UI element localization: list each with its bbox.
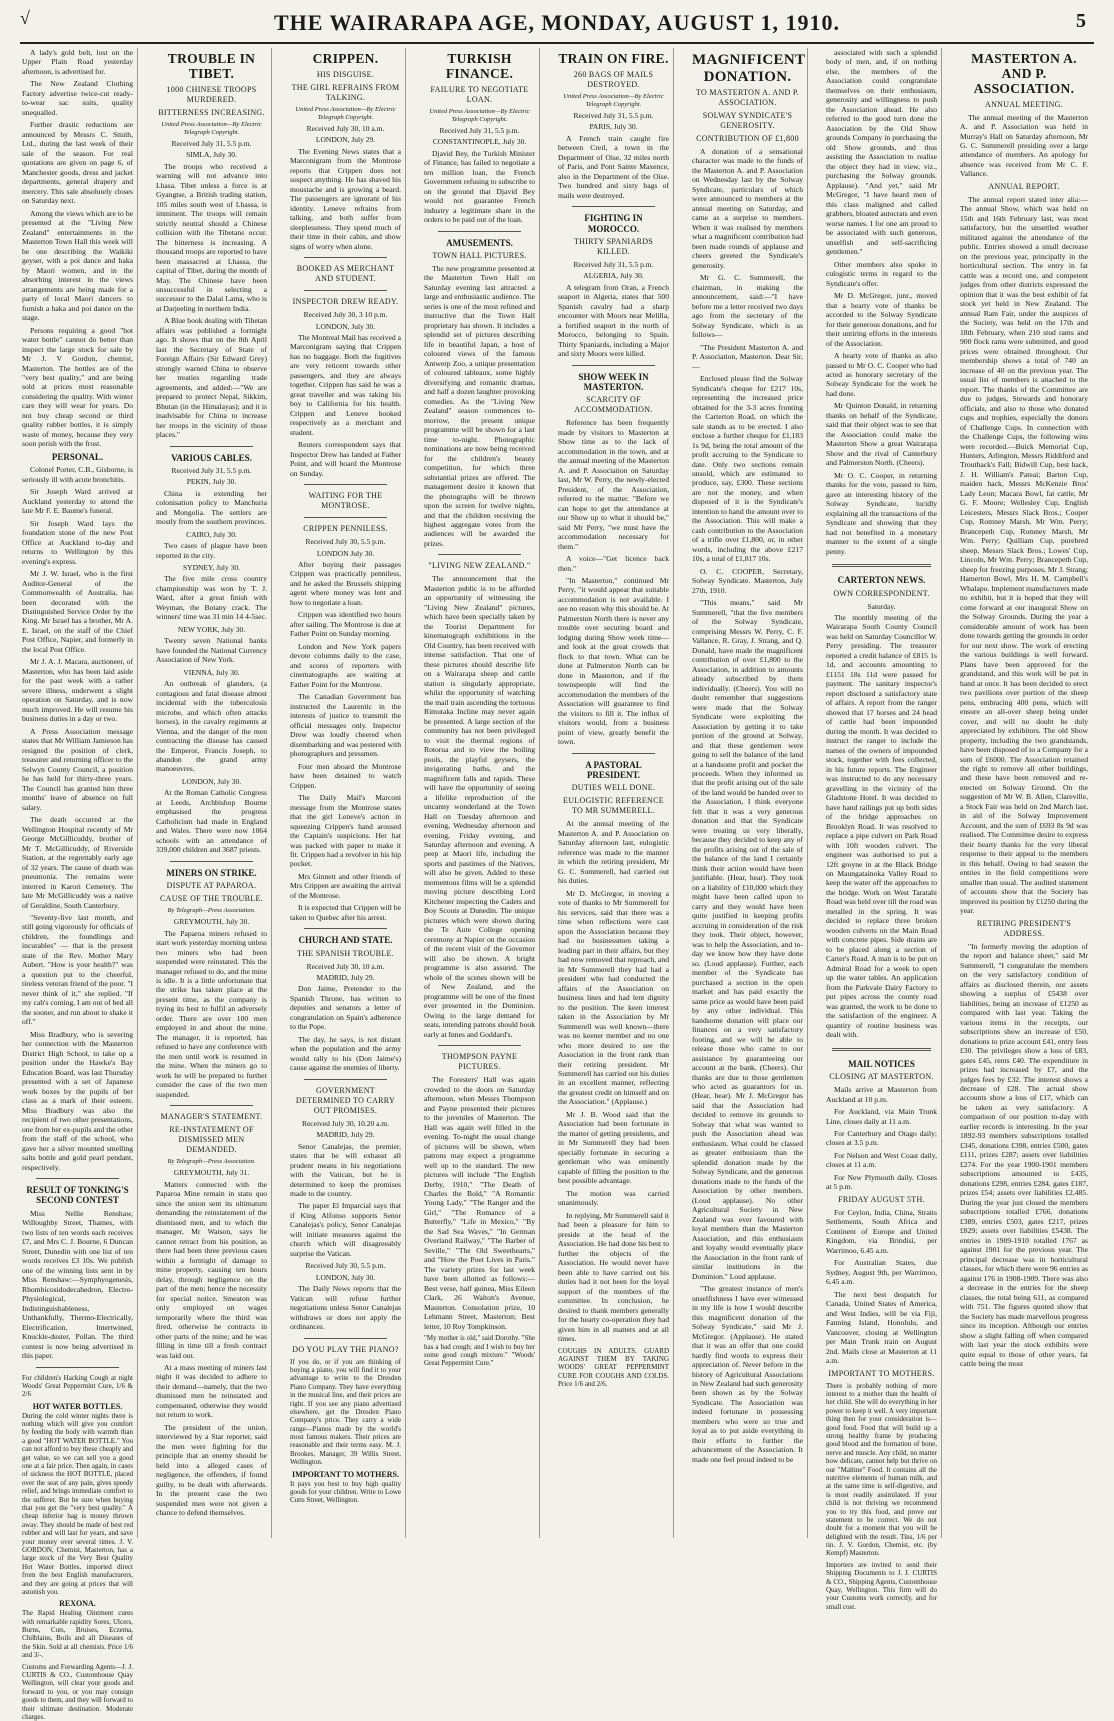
subheading: WAITING FOR THE MONTROSE. — [308, 491, 383, 511]
ad-text: COUGHS IN ADULTS. GUARD AGAINST THEM BY TAKING WOODS' GREAT PEPPERMINT CURE FOR COUGHS AND COLDS. Price 1/6 and 2/6. — [558, 1346, 669, 1389]
article-paragraph: For Auckland, via Main Trunk Line, closes daily at 11 a.m. — [826, 1107, 937, 1126]
article-paragraph: The president of the union, interviewed by a Star reporter, said the men were fighting for the principle that an enemy should be held into a alleged cases of negligence, the offenders, if found guilty, to be dealt with afterwards. In the present case the two suspended men were not given a chance to defend themselves. — [156, 1422, 267, 1518]
article-paragraph: "This means," said Mr Summerell, "that the five members of the Solway Syndicate, comprising Messrs W. Perry, C. F. Vallance, R. Gray, J. Strang, and Q. Donald, have made the magnificent contribution of over £1,800 to the Association, in addition to amounts already subscribed by them individually. (Cheers). You will no doubt remember that suggestions were made that the Solway Syndicate were exploiting the Association by getting it to take portion of the ground at Solway, and that these gentlemen were going to sell the balance of the land at a handsome profit and pocket the proceeds. When they informed us that the profit arising out of the sale of the land would be handed over to the Association, I think everyone felt that it was a very generous donation and that the Syndicate were treating us very liberally, because they decided to keep any of the profits arising out of the sale of the balance of the land I certainly think their action would have been justifiable. (Hear, hear). They took on a liability of £10,000 which they might have been called upon to carry and they would have been quite justified in keeping profits accruing in consideration of the risk they took. Their object, however, was to help the Association, and to-day we know how they have done so. (Loud applause). Further, each member of the Syndicate has purchased a section in the open market and has paid exactly the same price as would have been paid by any other individual. This handsome donation will place our finances on a very satisfactory footing, and we will be able to release those who came to our assistance by guaranteeing our account at the bank. (Cheers). Our thanks are due to those gentlemen who acted as guarantors for us. (Hear, hear). Mr J. McGregor has said that the Association had decided to remove its grounds to Solway that what was wanted to push the Association ahead was enthusiasm. What could be classed as greater enthusiasm than the splendid donation made by the Solway Syndicate, and the generous donations made to the funds of the Association by other members. (Loud applause). No other Agricultural Society in New Zealand was ever favoured with loyal members than the Masterton Association, and this enthusiasm and loyalty would eventually place the Association in the front rank of similar institutions in the Dominion." Loud applause. — [692, 598, 803, 1281]
subheading: DUTIES WELL DONE. — [571, 783, 656, 793]
dateline: Received July 30, 10 a.m. — [306, 124, 385, 134]
ad-heading: HOT WATER BOTTLES. — [32, 1401, 123, 1411]
wire-credit: United Press Association—By Electric Telegraph Copyright. — [295, 105, 396, 121]
subheading: TO MASTERTON A. AND P. ASSOCIATION. — [695, 88, 800, 107]
article-paragraph: Miss Nellie Renshaw, Willoughby Street, Thames, with two lists of ten words each receives £7, and Mrs C. J. Bourne, 6 Duncan Street, Dunedin with one list of ten words receives £3 10s. We publish one of the winning lists sent in by Miss Renshaw:—Symphyogenesis, Rhombicosidodecahedron, Electro-Physiological, Indistinguishableness, Unthankfully, Thermo-Electrically, Electrification, Intertwined, Knuckle-duster, Pollan. The third contest is now being advertised in this paper. — [22, 1208, 133, 1361]
ad-text: "My mother is old," said Dorothy. "She has a bad cough; and I wish to buy her some good cough mixture." "Woods' Great Peppermint Cure." — [424, 1334, 535, 1368]
subheading: HIS DISGUISE. — [316, 69, 375, 79]
article-paragraph: An outbreak of glanders, (a contagious and fatal disease almost incidental with the tuberculosis microbe, and which often attacks horses), in the cavalry regiments at Vienna, and the danger of the men contracting the disease has caused the Emperor, Francis Joseph, to abandon the grand army manoeuvres. — [156, 679, 267, 774]
column-rule — [304, 928, 387, 929]
advertisement — [826, 1382, 937, 1558]
article-paragraph: A voice—"Get licence back then." — [558, 554, 669, 573]
article-paragraph: "Seventy-five last month, and still going vigorously for officials of children, the foundlings and incurables" — that is the present state of the Rev. Mother Mary Aubert. "How is your health?" was a question put to the cheerful, tireless veteran friend of the poor. "I never think of it," she replied. "If my cab's coming, I am out of bed all the sooner, and run about to shake it off." — [22, 913, 133, 1027]
subheading: TOWN HALL PICTURES. — [432, 250, 527, 260]
article-paragraph: The announcement that the Masterton public is to be afforded an opportunity of witnessing the "Living New Zealand" pictures, which have been specially taken by the Tourist Department for kinematograph exhibitions in the Old Country, has been received with intense satisfaction. That one of these pictures should describe life on a Wairarapa sheep and cattle station is singularly appropriate, whilst the opportunity of watching the mail train ascending the tortuous Rimutaka Incline may never again be presented. A large section of the community has not been privileged to visit the thermal regions of Rotorua and to view the boiling pools, the playful geysers, the invigorating baths, and the magnificent falls and rapids. These will have the opportunity of seeing a lifelike reproduction of the uncanny wonderland at the Town Hall on Tuesday afternoon and evening, Wednesday afternoon and evening, Friday evening, and Saturday afternoon and evening. A peep at Maori life, including the sports and pastimes of the Natives, will also be given. Added to these momentous films will be a splendid moving picture describing Lord Kitchener inspecting the Cadets and Boy Scouts at Dunedin. The unique pictures which were shown during the Te Aute College opening ceremony at Napier on the occasion of the recent visit of the Governor will also be shown. A bright programme is also assured. The whole of the scenes shown will be of New Zealand, and the programme will be one of the finest ever presented in the Dominion. Owing to the large demand for seats, intending patrons should book early at Innes and Goddard's. — [424, 574, 535, 1039]
article-paragraph: Sir Joseph Ward arrived at Auckland yesterday to attend the late Mr F. E. Baume's funeral. — [22, 487, 133, 516]
article-paragraph: Mr Quinton Donald, in returning thanks on behalf of the Syndicate, said that their object was to see that the Association could make the Masterton Show a great Wairarapa Show and the rival of Canterbury and Palmerston North. (Cheers). — [826, 401, 937, 468]
dateline: PARIS, July 30. — [589, 122, 638, 132]
column-rule — [36, 1367, 119, 1368]
column-rule — [170, 861, 253, 862]
subheading: DISPUTE AT PAPAROA. — [166, 881, 257, 891]
dateline: Received July 31, 5.5 p.m. — [573, 259, 654, 269]
dateline: Received July 31, 5.5 p.m. — [439, 125, 520, 135]
headline: TRAIN ON FIRE. — [558, 51, 669, 66]
subheading: EULOGISTIC REFERENCE TO MR SUMMERELL. — [563, 796, 664, 816]
article-paragraph: The next best despatch for Canada, United States of America, and West Indies, will be via Fiji, Fanning Island, Honolulu, and Vancouver, closing at Wellington per Main Trunk train on August 2nd. Mails close at Masterton at 11 a.m. — [826, 1289, 937, 1366]
column-rule — [170, 446, 253, 447]
article-paragraph: China is extending her colonisation policy to Manchuria and Mongolia. The settlers are mostly from the southern provinces. — [156, 488, 267, 527]
ad-text: It pays you best to buy high quality goods for your children. Write to Lowe Cutts Street, Wellington. — [290, 1479, 401, 1505]
subheading: BOOKED AS MERCHANT AND STUDENT. — [296, 264, 395, 284]
subheading: CONTRIBUTION OF £1,800 — [696, 134, 799, 143]
article-paragraph: The new programme presented at the Masterton Town Hall on Saturday evening last attracted a large and enthusiastic audience. The series is one of the most refined and instructive that the Town Hall proprietary has shown. It includes a splendid set of pictures describing life in beautiful Japan, a host of coloured views of the famous Antwerp Zoo, a unique presentation of coloured tableaux, some highly diversifying and romantic dramas, and half a dozen laughter provoking comedies. As the "Living New Zealand" season commences to-morrow, the present unique programme will be shown for a last time to-night. Photographic nominations are now being received for the children's beauty competition, for which three substantial prizes are offered. The management desire it known that the photographs will be thrown upon the screen for twelve nights, and that the children receiving the highest aggregate votes from the audiences will be awarded the prizes. — [424, 263, 535, 548]
article-paragraph: A hearty vote of thanks as also passed to Mr O. C. Cooper who had acted as honorary secretary of the Solway Syndicate for the work he had done. — [826, 351, 937, 398]
subheading: GOVERNMENT DETERMINED TO CARRY OUT PROMISES. — [295, 1085, 396, 1115]
column-rule — [304, 257, 387, 258]
column-rule — [304, 517, 387, 518]
column-rule — [832, 1048, 931, 1051]
article-paragraph: For Canterbury and Otago daily; closes at 3.5 p.m. — [826, 1128, 937, 1148]
article-paragraph: "In Masterton," continued Mr Perry, "it would appear that suitable accommodation is not available. I see no reason why this should be. At Palmerston North there is never any trouble over securing board and lodging during Show week time—and look at the great crowds that flock to that town. What can be done at Palmerston North can be done in Masterton, and if the townspeople will find the accommodation the members of the Association will guarantee to find the visitors to fill it. The influx of visitors would, from a business point of view, greatly benefit the town. — [558, 575, 669, 747]
column-6 — [688, 48, 808, 1538]
advertisement — [22, 1663, 133, 1721]
headline: CRIPPEN. — [312, 51, 379, 66]
ad-text: Importers are invited to send their Shipping Documents to J. J. CURTIS & CO., Shipping Agents, Customhouse Quay, Wellington. This firm will do your Customs work correctly, and for small cost. — [826, 1560, 937, 1611]
article-paragraph: Reuters correspondent says that Inspector Drew has landed at Father Point, and will board the Montrose on Sunday. — [290, 440, 401, 478]
article-paragraph: Further drastic reductions are announced by Messrs C. Smith, Ltd., during the last week of their sale of the season. For real quotations are given on page 6, of Manchester goods, dress and jacket departments, general drapery and mercery. This sale absolutely closes on Saturday next. — [22, 120, 133, 206]
article-paragraph: Sir Joseph Ward lays the foundation stone of the new Post Office at Auckland to-day and returns to Wellington by this evening's express. — [22, 518, 133, 566]
subheading: BITTERNESS INCREASING. — [158, 107, 265, 117]
page-number: 5 — [1076, 10, 1086, 32]
ad-text: The Rapid Healing Ointment cures with remarkable rapidity Sores, Ulcers, Burns, Cuts, Bruises, Eczema, Chilblains, Boils and all Diseases of the Skin. Sold at all chemists. Price 1/6 and 3/-. — [22, 1609, 133, 1660]
ad-text: Customs and Forwarding Agents—J. J. CURTIS & CO., Customhouse Quay Wellington, will clear your goods and forward to you, or you may consign goods to them, and they will forward to their ultimate destination. Moderate charges. — [22, 1662, 133, 1721]
article-paragraph: A Blue book dealing with Tibetan affairs was published a fortnight ago. It shows that on the 8th April last the Secretary of State of Foreign Affairs (Sir Edward Grey) strongly warned China to observe her treaties regarding trade agreements, and added:—"We are prepared to protect Nepal, Sikkim, Bhutan (in the Himalayas); and it is inadvisable for China to increase her troops in the vicinity of those places." — [156, 316, 267, 440]
subheading: SCARCITY OF ACCOMMODATION. — [574, 395, 653, 415]
article-paragraph: Among the views which are to be presented at the "Living New Zealand" entertainments in the Masterton Town Hall this week will be one describing the Waikiki geyser, with a poi dance and haka by Maori women, and in the absorbing interest in the views arrangements are being made for a party of local Maori dancers to furnish a haka and poi dance on the stage. — [22, 208, 133, 323]
columns-container — [18, 48, 1098, 1721]
subheading: INSPECTOR DREW READY. — [292, 297, 399, 307]
article-paragraph: Mr J. A. J. Macara, auctioneer, of Masterton, who has been laid aside for the past week with a rather severe illness, underwent a slight operation on Saturday, and is now much improved. He will resume his business duties in a day or two. — [22, 657, 133, 724]
wire-credit: United Press Association—By Electric Telegraph Copyright. — [429, 107, 530, 123]
article-paragraph: "The greatest instance of men's unselfishness I have ever witnessed in my life is how I would describe this magnificent donation of the Solway Syndicate," said Mr J. McGregor. (Applause). He stated that it was an offer that one could hardly find words to express their appreciation of. Never before in the history of Agricultural Associations in New Zealand had such generosity been shown as by the Solway Syndicate. The Association was indeed fortunate in possessing members who were so true and loyal as to put aside everything in their efforts to further the advancement of the Association. It made one feel proud indeed to be — [692, 1284, 803, 1464]
article-paragraph: The New Zealand Clothing Factory advertise twice-cut ready-to-wear sac suits, quality unequalled. — [22, 79, 133, 117]
article-paragraph: Four men aboard the Montrose have been detained to watch Crippen. — [290, 761, 401, 790]
article-paragraph: Mails arrive at Masterton from Auckland at 10 p.m. — [826, 1085, 937, 1104]
dateline: LONDON July 30. — [316, 548, 375, 558]
column-rule — [36, 1178, 119, 1179]
section-heading: VARIOUS CABLES. — [171, 452, 252, 463]
article-paragraph: The Canadian Government has instructed the Laurentic in the interests of justice to transmit the official messages only. Inspector Drew was loudly cheered when disembarking and was pestered with photographers and pressmen. — [290, 692, 401, 759]
wire-credit: United Press Association—By Electric Telegraph Copyright. — [161, 120, 262, 136]
corner-mark: √ — [20, 8, 30, 28]
column-rule — [572, 753, 655, 754]
masthead-title: THE WAIRARAPA AGE, MONDAY, AUGUST 1, 1910. — [273, 10, 841, 35]
article-paragraph: The death occurred at the Wellington Hospital recently of Mr George McGillicuddy, brother of Mr T. McGillicuddy, of Riverside Station, at the regrettably early age of 32 years. The cause of death was pneumonia. The remains were interred in Karori Cemetery. The late Mr McGillicuddy was a native of Geraldine, South Canterbury. — [22, 815, 133, 910]
article-paragraph: It is expected that Crippen will be taken to Quebec after his arrest. — [290, 903, 401, 922]
ad-heading: REXONA. — [59, 1599, 96, 1609]
article-paragraph: For Nelson and West Coast daily, closes at 11 a.m. — [826, 1150, 937, 1170]
column-1 — [18, 48, 138, 1721]
dateline: Received July 31, 5.5 p.m. — [171, 466, 252, 476]
dateline: MADRID, July 29. — [316, 1130, 375, 1140]
headline: TURKISH FINANCE. — [445, 51, 514, 81]
article-paragraph: A lady's gold belt, lost on the Upper Plain Road yesterday afternoon, is advertised for. — [22, 48, 133, 76]
advertisement — [22, 1402, 133, 1597]
article-paragraph: Matters connected with the Paparoa Mine remain in statu quo since the union sent its ultimatum demanding the reinstatement of the dismissed men, and to which the manager, Mr Watson, says he cannot retract from his position, as there had been three previous cases within a fortnight of damage to mine property, causing ten hours delay, through negligence on the part of the men; hence the necessity for special notice. Smeaton was only employed on wages temporarily where the third was fired, otherwise he contracts in other parts of the mine; and he was filling in time till a fresh contract was laid out. — [156, 1179, 267, 1360]
column-rule — [304, 484, 387, 485]
subheading: FAILURE TO NEGOTIATE LOAN. — [430, 84, 529, 104]
column-4 — [420, 48, 540, 1538]
dateline: LONDON, July 29. — [315, 135, 376, 145]
dateline: Received July 30, 5.5 p.m. — [305, 1261, 386, 1271]
article-paragraph: Senor Canalejas, the premier, states that he will exhaust all prudent means in his negotiations with the Vatican, but he is determined to keep the promises made to the country. — [290, 1141, 401, 1198]
dateline: LONDON, July 30. — [315, 1272, 376, 1282]
dateline: Received July 30, 10.20 a.m. — [301, 1118, 390, 1128]
section-heading: A PASTORAL PRESIDENT. — [585, 759, 642, 781]
article-paragraph: Colonel Porter, C.B., Gisborne, is seriously ill with acute bronchitis. — [22, 465, 133, 484]
article-paragraph: The annual meeting of the Masterton A. and P. Association was held in Murray's Hall on Saturday afternoon, Mr G. C. Summerell presiding over a large attendance of members. An apology for absence was received from Mr C. F. Vallance. — [960, 112, 1088, 179]
article-paragraph: At a mass meeting of miners last night it was decided to adhere to their demand—namely, that the two dismissed men be reinstated and compensated, otherwise they would not return to work. — [156, 1362, 267, 1420]
dateline: Received July 31, 5.5 p.m. — [171, 138, 252, 148]
column-2 — [152, 48, 272, 1538]
dateline: ALGERIA, July 30. — [583, 271, 644, 281]
article-paragraph: For Australian States, due Sydney, August 9th, per Warrimoo, 6.45 a.m. — [826, 1258, 937, 1287]
dateline: NEW YORK, July 30. — [177, 624, 246, 634]
article-paragraph: The day, he says, is not distant when the population and the army would rally to his (Don Jaime's) cause against the enemies of liberty. — [290, 1034, 401, 1073]
section-heading: CARTERTON NEWS. — [837, 575, 926, 586]
subheading: SOLWAY SYNDICATE'S GENEROSITY. — [702, 111, 793, 130]
ad-text: For children's Hacking Cough at night Woods' Great Peppermint Cure, 1/6 & 2/6 — [22, 1373, 133, 1399]
section-heading: SHOW WEEK IN MASTERTON. — [578, 371, 649, 392]
article-paragraph: The Daily News reports that the Vatican will refuse further negotiations unless Senor Canalejas withdraws or does not apply the ordinances. — [290, 1284, 401, 1332]
article-paragraph: A Press Association message states that Mr William Jamieson has resigned the position of clerk, treasurer and returning officer to the Selwyn County Council, a position he has held for thirty-three years. The Council has granted him three months' leave of absence on full salary. — [22, 726, 133, 812]
headline: TROUBLE IN TIBET. — [167, 51, 256, 81]
dateline: PEKIN, July 30. — [186, 477, 237, 487]
subheading: 260 BAGS OF MAILS DESTROYED. — [573, 69, 654, 89]
article-paragraph: "The President Masterton A. and P. Association, Masterton. Dear Sir,— — [692, 342, 803, 371]
subheading: FRIDAY AUGUST 5TH. — [838, 1194, 925, 1204]
dateline: Received July 31, 5.5 p.m. — [573, 111, 654, 121]
ad-text: During the cold winter nights there is nothing which will give you comfort by feeding the body with warmth than a good "HOT WATER BOTTLE." You can not afford to buy these cheaply and get value, so we can sell you a good one at a fair price. Then again, in cases of sickness the HOT BOTTLE, placed over the seat of any pain, gives speedy relief, and brings immediate comfort to the sufferer. But be sure when buying that you get the "very best quality." A cheap inferior bag is money thrown away. They should be made of best red rubber and will last for years, and save your money over several times. J. V. GORDON, Chemist, Masterton, has a large stock of the Very Best Quality Hot Water Bottles, imported direct from the best English manufacturers, and they are going at prices that will astonish you. — [22, 1411, 133, 1596]
ad-heading: IMPORTANT TO MOTHERS. — [292, 1469, 399, 1479]
article-paragraph: Mr J. W. Israel, who is the first Auditor-General of the Commonwealth of Australia, has been decorated with the Distinguished Service Order by the King. Mr Israel has a brother, Mr A. E. Israel, on the staff of the Chief Post Office, Napier, and formerly in the local Post Office. — [22, 569, 133, 654]
section-heading: FIGHTING IN MOROCCO. — [584, 213, 643, 234]
column-rule — [438, 231, 521, 232]
article-paragraph: The annual report stated inter alia:—The annual Show, which was held on 15th and 16th February last, was most satisfactory, but the unsettled weather militated against the attendance of the public. Entries showed a small decrease on the previous year, principally in the horticultural section. The entry in fat cattle was a record one, and competent judges from other districts expressed the opinion that it was the best exhibit of fat stock yet held in New Zealand. The annual Ram Fair, under the auspices of the Society, was held on the 17th and 18th February, when 210 stud rams and 900 flock rams were submitted, and good prices were obtained throughout. Our membership shows a total of 740 an increase of 40 on the previous year. The usual list of members is attached to the report. The thanks of the Committee are due to judges, Stewards and honorary officials, and also to those who donated cups and trophies, especially the donors of Challenge Cups. In connection with the Challenge Cups, the following wins were recorded.—Buick Memorial Cup, Hunters, Arlington, Messrs Riddiford and Trouthack's Fall; Bidwill Cup, best hack, J. H. William's Pateai; Barton Cup, maiden hack, Messrs McKenzie Bros' Lady Leon; Macara Bowl, fat cattle, Mr G. F. Moore; Wellesley Cup, English Leicesters, Messrs Slack Bros.; Cooper Cup, Romney Marsh, Mr Wm. Perry; Brancepeth Cup, Romney Marsh, Mr Wm. Perry; Quilliam Cup, purebred sheep, Messrs Slack Bros.; Lowes' Cup, Lincoln, Mr Wm. Perry; Brancepeth Cup, sheep for freezing purposes, Mr J. Strang; Hamerton Bowl, Mrs H. M. Campbell's Whalapo. Implement manufacturers made no exhibit, but it is hoped that they will come forward at our inaugural Show on the Solway Grounds. During the year a considerable amount of work has been done towards getting the grounds in order for our next show. The work of erecting the various buildings is well forward. Plans have been approved for the grandstand, and this work will be put in hand at once. It has been decided to erect two pavilions over portion of the sheep pens, embracing 400 pens, which will ensure an all-over sheep being under cover, and will no doubt be duly appreciated by exhibitors. The old Show property, including the two grandstands, have been disposed of to a Company for a sum of £6000. The Association retained the right to remove all other buildings, and these have been removed and re-erected on Solway Ground. On the suggestion of Mr W. B. Allen, Clareville, a Stock Fair was held on 2nd March last, in aid of the Solway Improvement Account, and the sum of £693 8s 9d was realised. The Committee desire to express their hearty thanks for the very liberal response to their appeal to the members in this behalf. Owing to bad season the entries in the field competitions were smaller than usual. The audited statement of accounts show that the Society has improved its position by £1250 during the year. — [960, 194, 1088, 916]
article-paragraph: Mr J. B. Wood said that the Association had been fortunate in the matter of getting presidents, and in Mr Summerell they had been specially fortunate in securing a gentleman who was eminently capable of filling the position to the best possible advantage. — [558, 1109, 669, 1186]
article-paragraph: Enclosed please find the Solway Syndicate's cheque for £217 10s, representing the increased price obtained for the 3-3 acres fronting the Carterton Road, on which the sale stands as to be erected. I also enclose a further cheque for £1,183 1s 9d, being the total amount of the profit accruing to the Syndicate to date. Only two sections remain unsold, which are estimated to produce, say, £300. These sections are not the money, and when disposed of it is the Syndicate's intention to hand the amount over to the Association. This will make a cash contribution to the Association of a trifle over £1,800, or, in other words, including the above £217 10s, a total of £1,817 10s. — [692, 374, 803, 564]
article-paragraph: The paper El Imparcial says that if King Alfonso supports Senor Canalejas's policy, Senor Canalejas will initiate measures against the church which will disagreeably surprise the Vatican. — [290, 1201, 401, 1258]
ad-text: There is probably nothing of more interest to a mother than the health of her child. She will do everything in her power to keep it well. A very important thing then for your consideration is—good food. Food that will build up a strong healthy frame by producing good blood and the formation of bone, nerve and muscle. Any child, no matter how delicate, cannot help but thrive on our "Maltine" Food. It contains all the nutritive elements of human milk, and at the same time is self-digestive, and is most readily assimilated. If your child is not thriving we recommend you to try this food, and prove our statement to be correct. We do not doubt for a moment that you will be delighted with the result. Tins, 1/6 per tin. J. V. Gordon, Chemist, etc. (by Kempf) Masterton. — [826, 1381, 937, 1558]
subheading: CLOSING AT MASTERTON. — [829, 1072, 934, 1082]
advertisement — [22, 1599, 133, 1659]
article-paragraph: associated with such a splendid body of men, and, if on nothing else, the members of the Association could congratulate themselves on their enthusiasm, generosity and willingness to push the Association ahead. He also referred to the good turn done the Association by the Old Show grounds Company in purchasing the old Show grounds, and thus assisting the Association to realise the object they had in view, viz., purchasing the Solway grounds. Applause). "And yet," said Mr McGregor, "I have heard men of this class maligned and called grabbers, bloated autocrats and even worse names. I for one am proud to be associated with such generous, unselfish and self-sacrificing gentlemen." — [826, 48, 937, 257]
headline: MAGNIFICENT DONATION. — [692, 52, 806, 85]
section-heading: MAIL NOTICES — [848, 1058, 915, 1069]
article-paragraph: The Montreal Mail has received a Marconigram saying that Crippen has no baggage. Both the fugitives are very reticent towards other passengers, and they are always together. Crippen has said he was a great traveller and was taking his boy to California for his health. Crippen and Leneve booked respectively as a merchant and student. — [290, 332, 401, 437]
subheading: IMPORTANT TO MOTHERS. — [828, 1368, 935, 1378]
advertisement — [290, 1470, 401, 1505]
article-paragraph: Don Jaime, Pretender to the Spanish Throne, has written to deputies and senators a letter of congratulation on Spain's adherence to the Pope. — [290, 984, 401, 1032]
column-rule — [572, 365, 655, 366]
subheading: THE SPANISH TROUBLE. — [297, 948, 394, 958]
dateline: GREYMOUTH, July 30. — [173, 917, 250, 927]
article-paragraph: In replying, Mr Summerell said it had been a pleasure for him to preside at the head of the Association. He had done his best to further the objects of the Association. He would never have been able to have carried out his duties had it not been for the loyal support of the members of the committee. In conclusion, he desired to thank members generally for the hearty co-operation they had given him in all matters and at all times. — [558, 1210, 669, 1344]
article-paragraph: The monthly meeting of the Wairarapa South County Council was held on Saturday Councillor W. Perry presiding. The treasurer reported a credit balance of £815 1s 1d, and accounts amounting to £1151 18s 11d were passed for payment. The sanitary inspector's report disclosed a satisfactory state of affairs. A report from the ranger showed that 17 horses and 24 head of cattle had been impounded during the month. It was decided to instruct the ranger to include the names of the owners of impounded stock, together with fees collected, in his future reports. The Engineer was instructed to do any necessary gravelling in the vicinity of the Gladstone Hotel. It was decided to have hand railings put up both sides of the bridge approaches on Brooklyn Road. It was resolved to replace a pipe culvert on Park Road with 10ft wooden culvert. The engineer was authorised to put a 12ft groyne in at the Black Bridge on Maungatainoka Valley Road to keep the water off the approaches to the bridge. Work on West Taratahi Road was held over till the road was metalled in the spring. It was decided to replace three broken wooden culverts on the Main Road with concrete pipes. Side drains are to be placed along a section of Carter's Road. A man is to be put on Admiral Road for a week to open up the water tables. An application from the Parkvale Dairy Factory to put pipes across the county road was granted, the work to be done to the satisfaction of the engineer. A quantity of routine business was dealt with. — [826, 612, 937, 1040]
article-paragraph: Mrs Ginnett and other friends of Mrs Crippen are awaiting the arrival of the Montrose. — [290, 871, 401, 900]
wire-credit: By Telegraph—Press Association. — [167, 1158, 256, 1166]
column-7 — [822, 48, 942, 1611]
article-paragraph: Mr G. C. Summerell, the chairman, in making the announcement, said:—"I have before me a letter received two days ago from the secretary of the Solway Syndicate, which is as follows— — [692, 273, 803, 340]
section-heading: MINERS ON STRIKE. — [166, 867, 257, 878]
dateline: LONDON, July 30. — [181, 776, 242, 786]
subheading: RE-INSTATEMENT OF DISMISSED MEN DEMANDED. — [169, 1125, 254, 1155]
dateline: CONSTANTINOPLE, July 30. — [432, 137, 527, 147]
column-rule — [438, 554, 521, 555]
advertisement — [558, 1347, 669, 1389]
dateline: MADRID, July 29. — [316, 973, 375, 983]
article-paragraph: Mr D. McGregor, junr., moved that a hearty vote of thanks be accorded to the Solway Syndicate for their generous donations, and for their untiring efforts in the interests of the Association. — [826, 291, 937, 348]
dateline: Received July 30, 5.5 p.m. — [305, 537, 386, 547]
dateline: VIENNA, July 30. — [183, 667, 240, 677]
ad-text: If you do, or if you are thinking of buying a piano, you will find it to your advantage to write to the Dresden Piano Company. They have everything in the musical line, and their prices are right. If you see any piano advertised elsewhere, get the Dresden Piano Company's price. They carry a wide range—Pianos made by the world's most famous makers. Their prices are reasonable and their terms easy. M. J. Brookes, Manager, 39 Willis Street, Wellington. — [290, 1357, 401, 1467]
article-paragraph: At the annual meeting of the Masterton A. and P. Association on Saturday afternoon last, eulogistic reference was made to the manner in which the retiring president, Mr G. C. Summerell, had carried out his duties. — [558, 819, 669, 886]
subheading: OWN CORRESPONDENT. — [833, 588, 930, 598]
dateline: SIMLA, July 30. — [186, 150, 237, 160]
column-rule — [438, 1045, 521, 1046]
column-rule — [170, 1105, 253, 1106]
advertisement — [22, 1374, 133, 1399]
wire-credit: United Press Association—By Electric Telegraph Copyright. — [563, 92, 664, 108]
column-rule — [832, 564, 931, 567]
subheading: 1000 CHINESE TROOPS MURDERED. — [166, 84, 257, 104]
advertisement — [290, 1358, 401, 1467]
article-paragraph: "In formerly moving the adoption of the report and balance sheet," said Mr Summerell, "I congratulate the members on the very satisfactory condition of affairs as disclosed therein, our assets showing a surplus of £5438 over liabilities, being an increase of £1250 as compared with last year. Taking the various items in the receipts, our subscriptions show an increase of £50, donations to prize account £41, entry fees £30. The privileges show a loss of £83, gates £45, rents £40. The expenditure in prizes had increased by £7, and the judges fees by £32. The interest shows a decrease of £28. The actual show accounts show a loss of £17, which can be taken as very satisfactory. A comparison of our position to-day with earlier records is interesting. In the year 1892-93 members subscriptions totalled £345, donations £398, entries £500, gates £111, prizes £287; assets over liabilities £274. For the year 1900-1901 members subscriptions amounted to £435, donations £298, entries £284, gates £187, prizes £54; assets over liabilities £2,485. During the year just closed the members subscriptions totalled £766, donations £389, entries £503, gates £217, prizes £829; assets over liabilities £5438. The entries in 1909-1910 totalled 1767 as against 1901 for the previous year. The principal decrease was in horticultural classes, for which there were 96 entries as against 176 in 1908-1909. There was also a decrease in the entries for the sheep classes, the total being 611, as compared with 751. The figures quoted show that the Society has made marvellous progress since its inception. Although our entries show a slight falling off when compared with last year the stock exhibits were quite equal to those of other years, fat cattle being the most — [960, 941, 1088, 1369]
article-paragraph: London and New York papers devote columns daily to the case, and scores of reporters with cinematographs are waiting at Father Point for the Montrose. — [290, 641, 401, 689]
subheading: THE GIRL REFRAINS FROM TALKING. — [291, 82, 400, 102]
column-8 — [956, 48, 1092, 1538]
dateline: LONDON, July 30. — [315, 321, 376, 331]
advertisement — [826, 1561, 937, 1611]
section-heading: RESULT OF TONKING'S SECOND CONTEST — [26, 1185, 129, 1206]
article-paragraph: Mr D. McGregor, in moving a vote of thanks to Mr Summerell for his services, said that there was a time when reflections were cast upon the Association because they had no businessmen taking a leading part in their affairs, but they had now removed that reproach, and in Mr Summerell they had had a president who had conducted the affairs of the Association on business lines and had lent dignity to the position. The keen interest taken in the Association by Mr Summerell was well known—there was no keener member and no one who more desired to see the Association in the front rank than their retiring president. Mr Summerell has carried out his duties in an excellent manner, reflecting the greatest credit on himself and on the Association." (Applause.) — [558, 888, 669, 1107]
dateline: Received July 30, 3 10 p.m. — [303, 310, 388, 320]
subheading: MANAGER'S STATEMENT. — [160, 1112, 263, 1122]
article-paragraph: Crippen was identified two hours after sailing. The Montrose is due at Father Point on Sunday morning. — [290, 610, 401, 639]
article-paragraph: O. C. COOPER, Secretary, Solway Syndicate. Masterton, July 27th, 1910. — [692, 566, 803, 595]
subheading: "LIVING NEW ZEALAND." — [428, 561, 531, 571]
article-paragraph: The Paparoa miners refused to start work yesterday morning unless two miners who had been suspended were reinstated. This the manager refused to do, and the mine is idle. It is a little unfortunate that the strike has taken place at the present time, as the company is trying its best to fulfil an adversely order. There are over 100 men employed in and about the mine. The manager, it is reported, has refused to have any conference with the men until work is resumed in the mine. When the miners go to work he will be prepared to further consider the case of the two men suspended. — [156, 928, 267, 1099]
article-paragraph: After buying their passages Crippen was practically penniless, and he asked the Brussels shipping agent where money was lent and how to negotiate a loan. — [290, 559, 401, 607]
section-heading: PERSONAL. — [51, 451, 104, 462]
subheading: ANNUAL MEETING. — [985, 99, 1063, 109]
wire-credit: By Telegraph—Press Association. — [167, 907, 256, 915]
article-paragraph: Reference has been frequently made by visitors to Masterton at Show time as to the lack of accommodation in the town, and at the annual meeting of the Masterton A. and P. Association on Saturday last, Mr W. Perry, the newly-elected President, of the Association, referred to the matter. "Before we can hope to get the attendance at our Show up to what it should be," said Mr Perry, "we must have the accommodation necessary for them." — [558, 418, 669, 551]
article-paragraph: Twenty seven National banks have founded the National Currency Association of New York. — [156, 636, 267, 665]
section-heading: CHURCH AND STATE. — [298, 935, 393, 946]
article-paragraph: Other members also spoke in culogistic terms in regard to the Syndicate's offer. — [826, 259, 937, 288]
column-rule — [304, 1079, 387, 1080]
subheading: ANNUAL REPORT. — [988, 181, 1060, 191]
article-paragraph: Two cases of plague have been reported in the city. — [156, 541, 267, 560]
article-paragraph: The Evening News states that a Marconigram from the Montrose reports that Crippen does not suspect anything. He has shaved his moustache and is growing a beard. The passengers are ignorant of his identity. Leneve refrains from talking, and both suffer from sleeplessness. They spend much of their time in their cabin, and show signs of worry when alone. — [290, 146, 401, 251]
article-paragraph: The troops who received a warning will not advance into Lhasa. Tibet unless a force is at Gyangtse, a British trading station, 105 miles south west of Lhassa, is imminent. The troops will remain strictly neutral should a Chinese collision with the Tibetans occur. The bitterness is increasing. A thousand troops are reported to have been massacred at Lhassa, the capital of Tibet, during the month of May. The Chinese have been unsuccessful in selecting a successor to the Dalai Lama, who is at Darjeeling in northern India. — [156, 161, 267, 313]
column-3 — [286, 48, 406, 1538]
article-paragraph: A telegram from Oran, a French seaport in Algeria, states that 500 Spanish cavalry had a sharp encounter with Moors near Melilla, a fortified seaport in the north of Morocco, belonging to Spain. Thirty Spaniards, including a Major and sixty Moors were killed. — [558, 282, 669, 359]
article-paragraph: The Foresters' Hall was again crowded to the doors on Saturday afternoon, when Messrs Thompson and Payne presented their pictures to the juveniles of Masterton. The Hall was again well filled in the evening. To-night the usual change of pictures will be shown, when patrons may expect a programme well up to the standard. The new pictures will include "The English Derby, 1910," "The Death of Charles the Bold," "A Romantic Young Lady," "The Ranger and the Girl," "The Romance of a Butterfly," "Life in Mexico," "By the Sad Sea Waves," "In German Overland Railway," "The Barber of Seville," "The Old Sweethearts," and "How the Poet Lives in Paris." The variety prizes for last week have been allotted as follows:—Best verse, half guinea, Miss Eileen Clark, 26 Walton's Avenue, Masterton. Consolation prize, 10 Lehmann Street, Masterton; Best letter, 10 Roy Tompkinson. — [424, 1075, 535, 1331]
article-paragraph: At the Roman Catholic Congress at Leeds, Archbishop Bourne emphasised the progress Catholicism had made in England and Wales. There were now 1064 schools with an attendance of 339,000 children and 3687 priests. — [156, 788, 267, 855]
headline: MASTERTON A. AND P. ASSOCIATION. — [971, 51, 1077, 96]
subheading: THIRTY SPANIARDS KILLED. — [573, 236, 654, 256]
column-5 — [554, 48, 674, 1538]
advertisement — [424, 1334, 535, 1368]
subheading: DO YOU PLAY THE PIANO? — [292, 1344, 399, 1354]
article-paragraph: Mr O. C. Cooper, in returning thanks for the vote, passed to him, gave an interesting history of the Solway Syndicate, lucidly explaining all the transactions of the Syndicate and showing that they had not benefited in a monetary manner to the extent of a single penny. — [826, 470, 937, 556]
article-paragraph: The Daily Mail's Marconi message from the Montrose states that the girl Leneve's action in squeezing Crippen's hand aroused the Captain's suspicions. Her hat was packed with paper to make it fit. Crippen had a revolver in his hip pocket. — [290, 793, 401, 869]
article-paragraph: A donation of a sensational character was made to the funds of the Masterton A. and P. Association on Wednesday last by the Solway Syndicate, particulars of which were announced to members at the annual meeting on Saturday, and came as a surprise to members. When it was realised by members what a magnificent contribution had been made rounds of applause and cheers greeted the Syndicate's generosity. — [692, 147, 803, 270]
article-paragraph: A French train caught fire between Creil, a town in the Department of Oise, 32 miles north of Paris, and Pont Sainte Maxence, also in the Department of the Oise. Two hundred and sixty bags of mails were destroyed. — [558, 133, 669, 200]
subheading: CRIPPEN PENNILESS. — [303, 524, 388, 534]
column-rule — [572, 206, 655, 207]
dateline: GREYMOUTH, July 31. — [173, 1168, 250, 1178]
column-rule — [304, 1338, 387, 1339]
article-paragraph: The five mile cross country championship was won by T. J. Ward, after a great finish with Weyman, the Botany crack. The winners' time was 31 min 14 4-5sec. — [156, 574, 267, 622]
dateline: SYDNEY, July 30. — [183, 563, 240, 573]
article-paragraph: Persons requiring a good "hot water bottle" cannot do better than inspect the large stock for sale by Mr J. V Gordon, chemist, Masterton. The bottles are of the "very best quality," and are being sold at prices most reasonable considering the quality. With winter care they will wear for years. Do not buy cheap second or third quality rubber bottles, it is simply waste of money, because they very soon perish with the frost. — [22, 325, 133, 449]
dateline: CAIRO, July 30. — [186, 529, 237, 539]
subheading: THOMPSON PAYNE PICTURES. — [441, 1052, 518, 1072]
subheading: RETIRING PRESIDENT'S ADDRESS. — [976, 918, 1072, 938]
article-paragraph: The motion was carried unanimously. — [558, 1188, 669, 1208]
article-paragraph: Miss Bradbury, who is severing her connection with the Masterton District High School, to take up a position under the Hawke's Bay Education Board, was last Thursday presented with a set of Japanese work boxes by the pupils of her class as a mark of their esteem. Miss Bradbury was also the recipient of two other presentations, one from her ex-pupils and the other from the staff of the school, who gave her a silver mounted smelling salts bottle and gold pearl pendant, respectively. — [22, 1029, 133, 1172]
column-rule — [304, 290, 387, 291]
masthead — [20, 8, 1094, 44]
article-paragraph: For New Plymouth daily. Closes at 5 p.m. — [826, 1172, 937, 1192]
section-heading: AMUSEMENTS. — [446, 237, 513, 248]
dateline: Saturday. — [867, 601, 896, 611]
article-paragraph: For Ceylon, India, China, Straits Settlements, South Africa and Continent of Europe and United Kingdom, via Brindisi, per Warrimoo, 6.45 a.m. — [826, 1207, 937, 1255]
subheading: CAUSE OF THE TROUBLE. — [160, 894, 263, 904]
article-paragraph: Djavid Bey, the Turkish Minister of Finance, has failed to negotiate a ten million loan, the French Government refusing to subscribe to on the ground that Djavid Bey would not guarantee French industry a legitimate share in the orders to be paid out of the loan. — [424, 148, 535, 225]
dateline: Received July 30, 10 a.m. — [306, 961, 385, 971]
